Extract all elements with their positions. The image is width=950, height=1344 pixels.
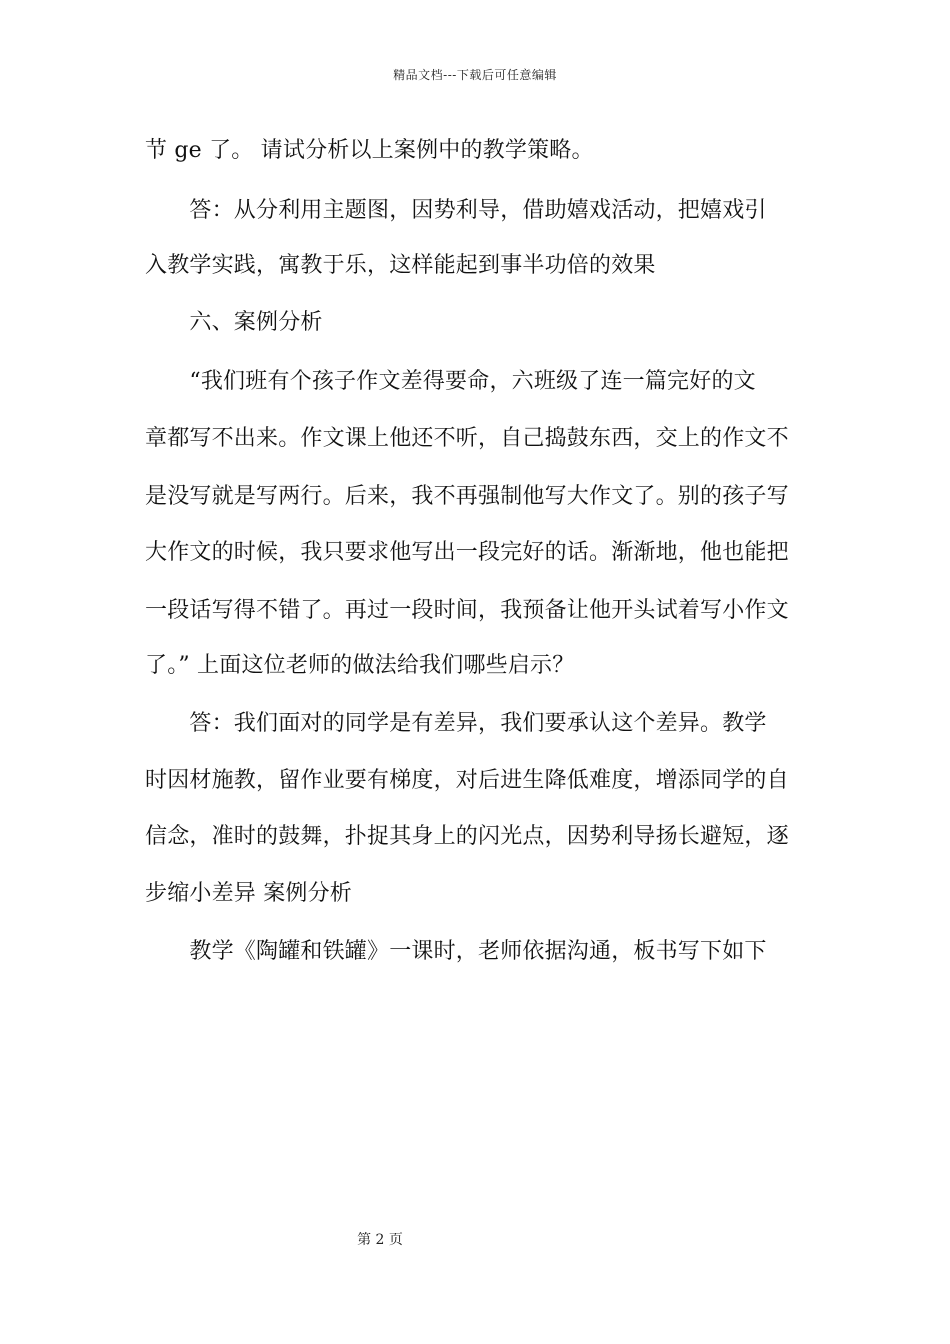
- body-line: 教学《陶罐和铁罐》一课时，老师依据沟通，板书写下如下: [145, 939, 767, 964]
- body-line: 是没写就是写两行。后来，我不再强制他写大作文了。别的孩子写: [145, 484, 789, 509]
- body-line: “我们班有个孩子作文差得要命，六班级了连一篇完好的文: [145, 369, 756, 394]
- body-line: 章都写不出来。作文课上他还不听，自己捣鼓东西，交上的作文不: [145, 426, 789, 451]
- body-line: 信念，准时的鼓舞，扑捉其身上的闪光点，因势利导扬长避短，逐: [145, 824, 789, 849]
- page-number: 第 2 页: [357, 1232, 403, 1248]
- body-line: 了。” 上面这位老师的做法给我们哪些启示？: [145, 653, 575, 678]
- section-heading: 六、案例分析: [145, 310, 323, 335]
- body-line: 一段话写得不错了。再过一段时间，我预备让他开头试着写小作文: [145, 598, 789, 623]
- body-line: 时因材施教，留作业要有梯度，对后进生降低难度，增添同学的自: [145, 768, 789, 793]
- body-line: 答：从分利用主题图，因势利导，借助嬉戏活动，把嬉戏引: [145, 198, 767, 223]
- body-line: 入教学实践，寓教于乐，这样能起到事半功倍的效果: [145, 253, 656, 278]
- body-line: 答：我们面对的同学是有差异，我们要承认这个差异。教学: [145, 711, 767, 736]
- body-line: 大作文的时候，我只要求他写出一段完好的话。渐渐地，他也能把: [145, 540, 789, 565]
- body-line: 步缩小差异 案例分析: [145, 881, 352, 906]
- page-header: 精品文档---下载后可任意编辑: [393, 68, 557, 82]
- body-line: 节 ge 了。 请试分析以上案例中的教学策略。: [145, 138, 594, 163]
